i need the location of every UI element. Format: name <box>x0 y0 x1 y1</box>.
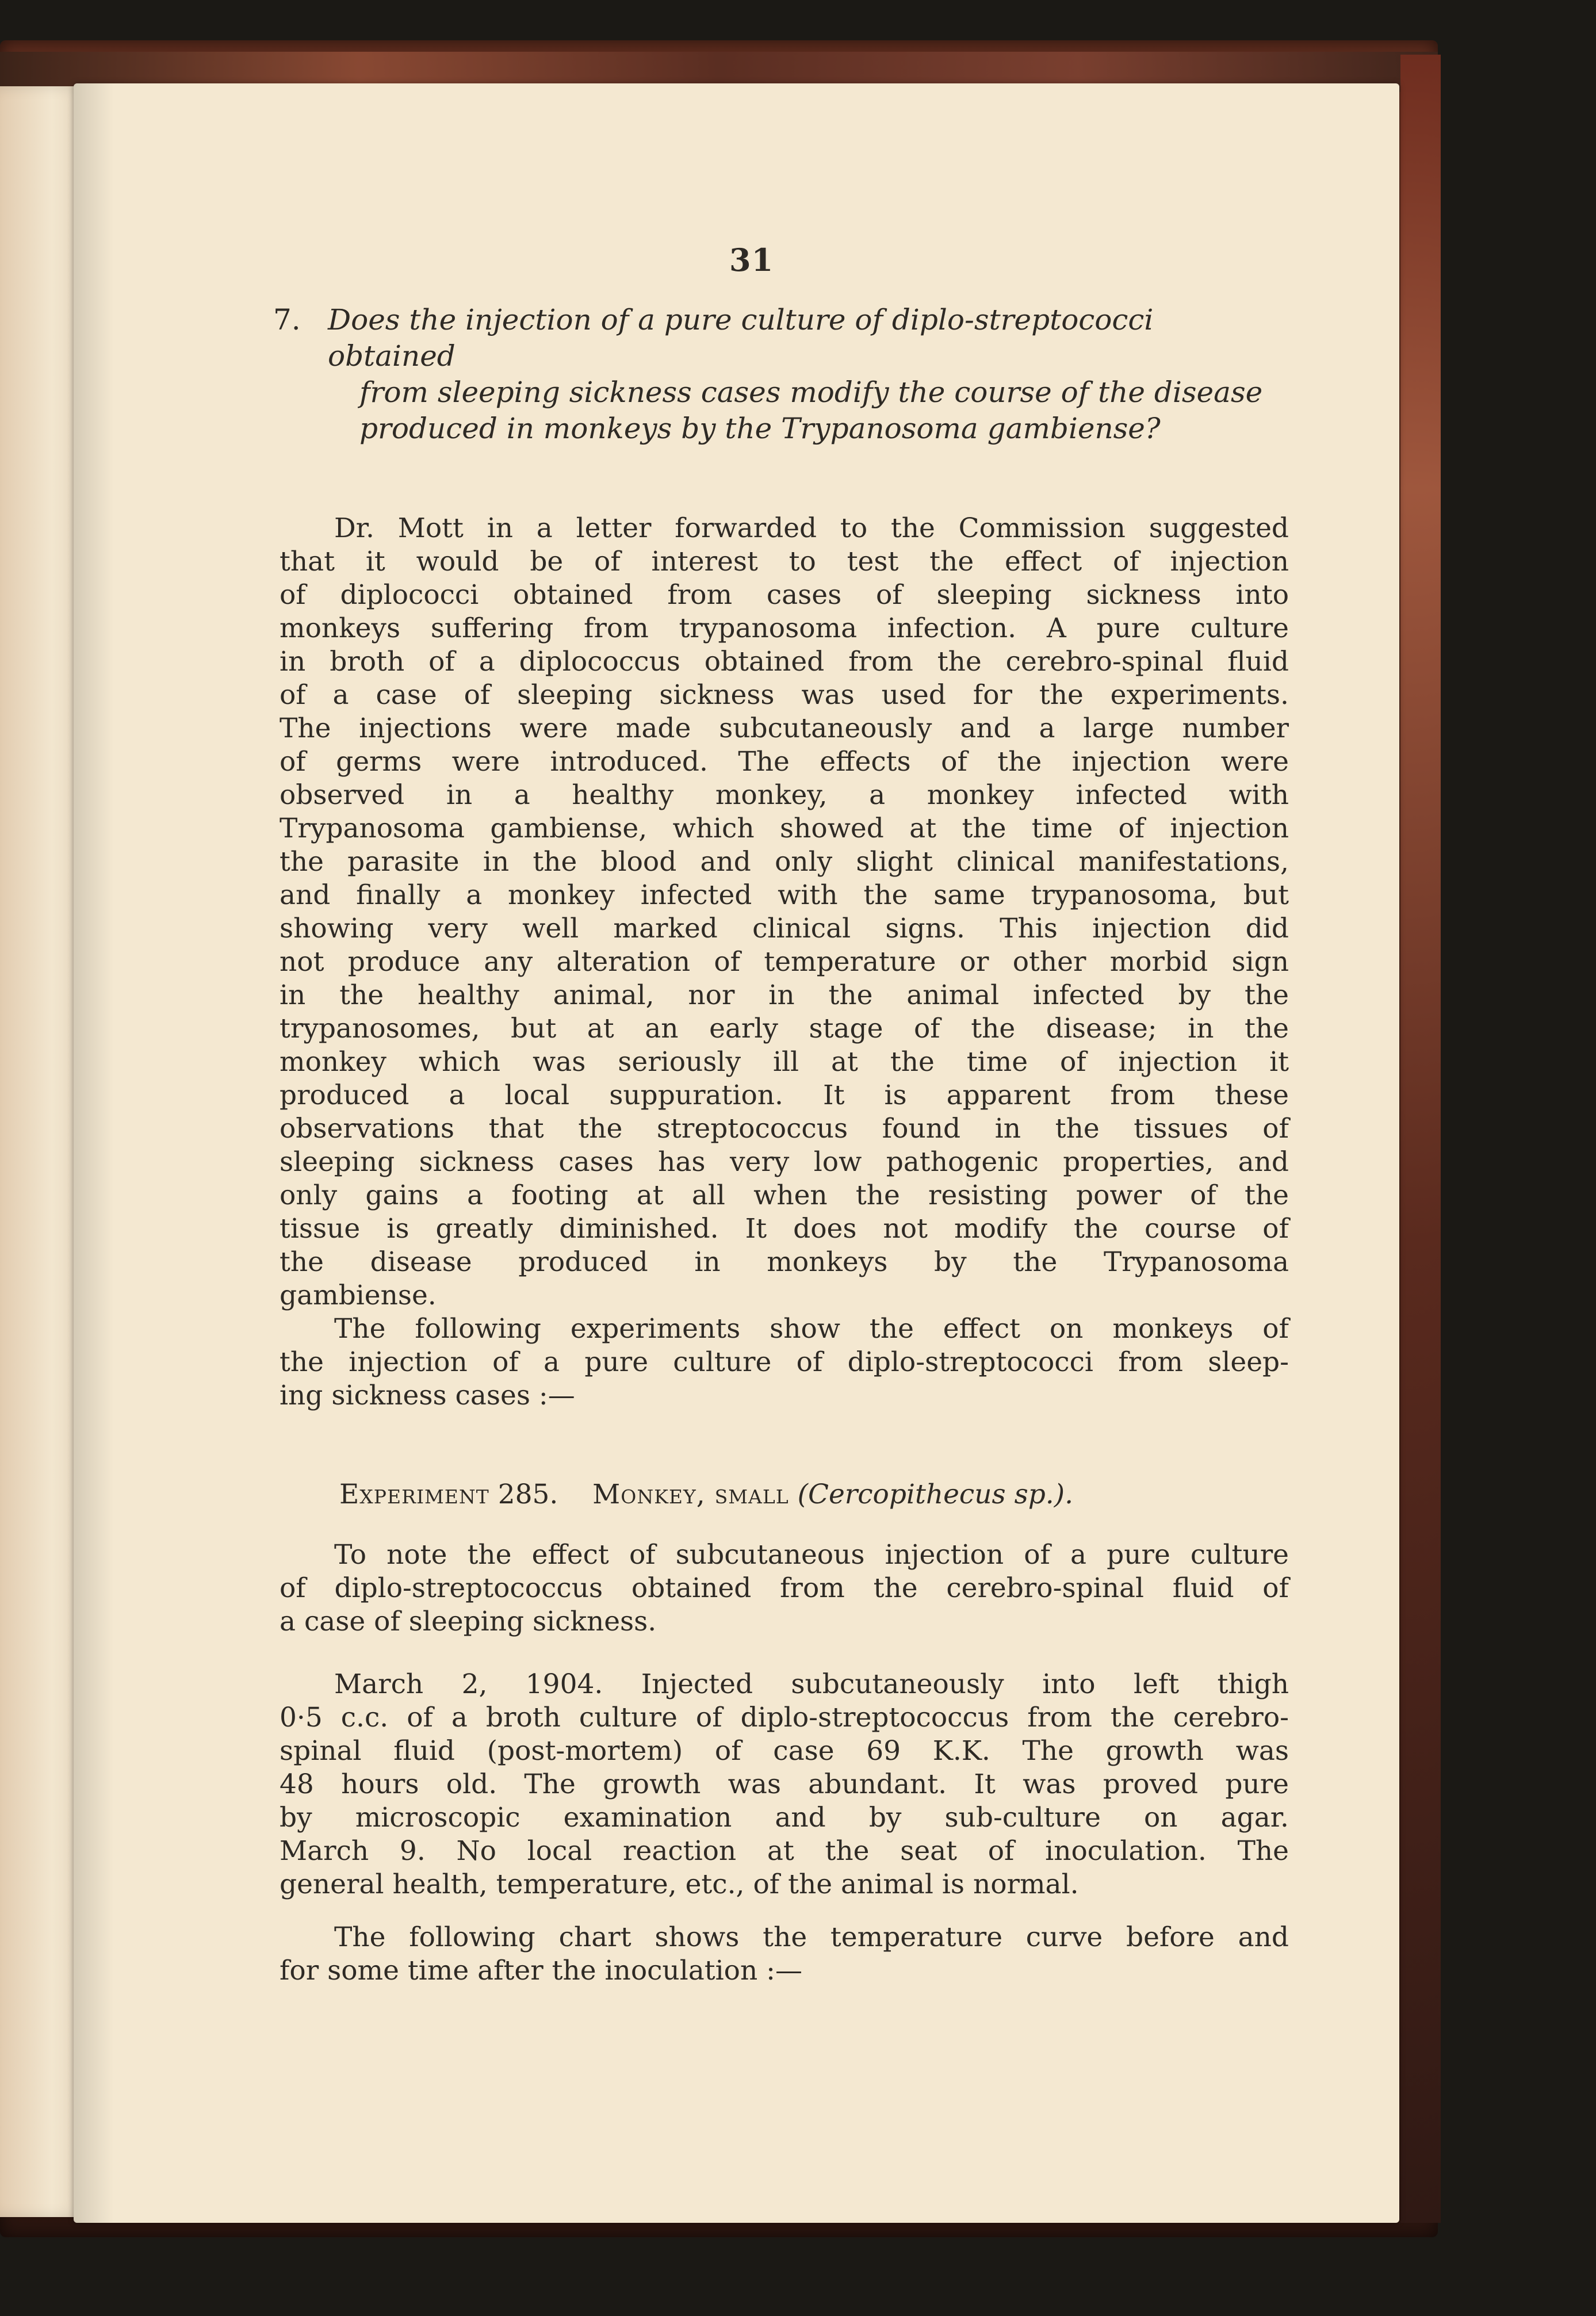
show-through-text <box>856 1999 1304 2148</box>
experiment-note-line: 0·5 c.c. of a broth culture of diplo-streptococcus from the cerebro- <box>280 1702 1289 1733</box>
commission-paragraph <box>280 512 1289 1412</box>
paragraph-line: ing sickness cases :— <box>280 1380 575 1411</box>
experiment-number: 285. <box>497 1479 558 1510</box>
page-number: 31 <box>729 242 774 278</box>
experiment-aim <box>280 1538 1289 1639</box>
paragraph-line: tissue is greatly diminished. It does not modify the course of <box>280 1213 1289 1245</box>
paragraph-line: monkey which was seriously ill at the time of injection it <box>280 1046 1289 1078</box>
experiment-note-line: March 2, 1904. Injected subcutaneously into left thigh <box>334 1668 1289 1700</box>
paragraph-line: The injections were made subcutaneously and a large number <box>280 713 1289 744</box>
paragraph-line: gambiense. <box>280 1280 437 1311</box>
paragraph-line: only gains a footing at all when the resisting power of the <box>280 1180 1289 1211</box>
experiment-subject: Monkey, small <box>592 1479 789 1510</box>
book-page <box>74 83 1399 2223</box>
paragraph-line: in the healthy animal, nor in the animal infected by the <box>280 979 1289 1011</box>
paragraph-line: the injection of a pure culture of diplo-streptococci from sleep- <box>280 1346 1289 1378</box>
question-number: 7. <box>273 303 301 336</box>
experiment-note-line: general health, temperature, etc., of the animal is normal. <box>280 1869 1079 1900</box>
chart-intro-line: The following chart shows the temperature curve before and <box>334 1921 1289 1953</box>
paragraph-line: produced a local suppuration. It is apparent from these <box>280 1079 1289 1111</box>
paragraph-line: sleeping sickness cases has very low pathogenic properties, and <box>280 1146 1289 1178</box>
paragraph-line: of germs were introduced. The effects of the injection were <box>280 746 1289 778</box>
experiment-note-line: 48 hours old. The growth was abundant. It was proved pure <box>280 1768 1289 1800</box>
question-line: from sleeping sickness cases modify the course of the disease <box>359 376 1263 409</box>
experiment-notes <box>280 1668 1289 1901</box>
paragraph-line: Trypanosoma gambiense, which showed at the time of injection <box>280 813 1289 844</box>
chart-introduction <box>280 1921 1289 1988</box>
book-cover-right-edge <box>1400 55 1441 2223</box>
paragraph-line: Dr. Mott in a letter forwarded to the Commission suggested <box>334 512 1289 544</box>
paragraph-line: not produce any alteration of temperature or other morbid sign <box>280 946 1289 978</box>
paragraph-line: and finally a monkey infected with the same trypanosoma, but <box>280 879 1289 911</box>
paragraph-line: monkeys suffering from trypanosoma infection. A pure culture <box>280 613 1289 644</box>
chart-intro-line: for some time after the inoculation :— <box>280 1955 803 1986</box>
aim-line: a case of sleeping sickness. <box>280 1606 657 1637</box>
paragraph-line: observed in a healthy monkey, a monkey infected with <box>280 779 1289 811</box>
paragraph-line: showing very well marked clinical signs. This injection did <box>280 913 1289 944</box>
paragraph-line: in broth of a diplococcus obtained from the cerebro-spinal fluid <box>280 646 1289 677</box>
aim-line: of diplo-streptococcus obtained from the cerebro-spinal fluid of <box>280 1572 1289 1604</box>
question-line: produced in monkeys by the Trypanosoma gambiense? <box>359 412 1161 445</box>
paragraph-line: trypanosomes, but at an early stage of the disease; in the <box>280 1013 1289 1044</box>
question-line: Does the injection of a pure culture of diplo-streptococci obtained <box>328 303 1154 373</box>
question-text <box>328 302 1283 447</box>
paragraph-line: the disease produced in monkeys by the Trypanosoma <box>280 1246 1289 1278</box>
experiment-note-line: by microscopic examination and by sub-culture on agar. <box>280 1802 1289 1833</box>
experiment-note-line: March 9. No local reaction at the seat of inoculation. The <box>280 1835 1289 1867</box>
paragraph-line: of diplococci obtained from cases of sleeping sickness into <box>280 579 1289 611</box>
paragraph-line: of a case of sleeping sickness was used for the experiments. <box>280 679 1289 711</box>
experiment-note-line: spinal fluid (post-mortem) of case 69 K.K. The growth was <box>280 1735 1289 1767</box>
experiment-label: Experiment <box>339 1479 489 1510</box>
experiment-species: (Cercopithecus sp.). <box>797 1479 1074 1510</box>
paragraph-line: The following experiments show the effect on monkeys of <box>334 1313 1289 1345</box>
paragraph-line: that it would be of interest to test the effect of injection <box>280 546 1289 577</box>
paragraph-line: the parasite in the blood and only slight clinical manifestations, <box>280 846 1289 878</box>
aim-line: To note the effect of subcutaneous injection of a pure culture <box>334 1539 1289 1571</box>
experiment-heading <box>339 1478 1219 1511</box>
paragraph-line: observations that the streptococcus found in the tissues of <box>280 1113 1289 1144</box>
